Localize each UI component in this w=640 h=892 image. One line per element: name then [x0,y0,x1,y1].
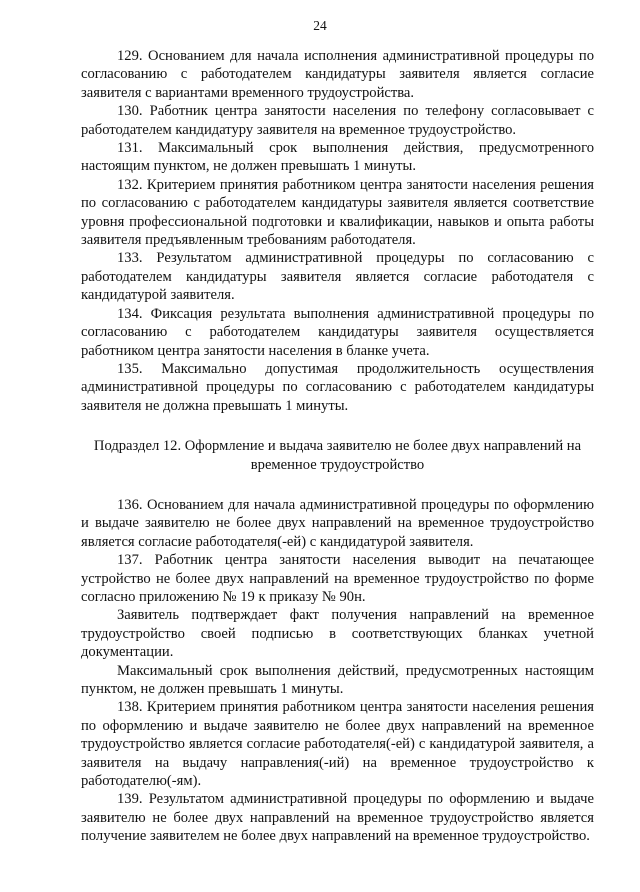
paragraph-135: 135. Максимально допустимая продолжительность осуществления административной процедуры по согласованию с работодателем кандидатуры заявителя не должна превышать 1 минуты. [81,360,594,414]
subsection-heading: Подраздел 12. Оформление и выдача заявителю не более двух направлений на временное трудоустройство [93,438,582,473]
paragraph-134: 134. Фиксация результата выполнения административной процедуры по согласованию с работодателем кандидатуры заявителя осуществляется работником центра занятости населения в бланке учета. [81,305,594,359]
spacer [81,415,594,437]
paragraph-129: 129. Основанием для начала исполнения административной процедуры по согласованию с работодателем кандидатуры заявителя является согласие заявителя с вариантами временного трудоустройства. [81,48,594,101]
paragraph-133: 133. Результатом административной процедуры по согласованию с работодателем кандидатуры заявителя является согласие работодателя с кандидатурой заявителя. [81,250,594,304]
spacer [81,474,594,496]
paragraph-139: 139. Результатом административной процедуры по оформлению и выдаче заявителю не более двух направлений на временное трудоустройство является получение заявителем не более двух направлений на временное трудоустройство. [81,791,594,845]
paragraph-137: 137. Работник центра занятости населения выводит на печатающее устройство не более двух направлений на временное трудоустройство по форме согласно приложению № 19 к приказу № 90н. [81,552,594,605]
paragraph-132: 132. Критерием принятия работником центра занятости населения решения по согласованию с работодателем кандидатуры заявителя является соответствие уровня профессиональной подготовки и квалификации, навыков и опыта работы заявителя предъявленным требованиям работодателя. [81,176,594,249]
paragraph-137-max-time: Максимальный срок выполнения действий, предусмотренных настоящим пунктом, не должен превышать 1 минуты. [81,662,594,697]
paragraph-136: 136. Основанием для начала административной процедуры по оформлению и выдаче заявителю не более двух направлений на временное трудоустройство является согласие работодателя(-ей) с кандидатурой заявителя. [81,496,594,550]
paragraph-137-confirmation: Заявитель подтверждает факт получения направлений на временное трудоустройство своей подписью в соответствующих бланках учетной документации. [81,607,594,661]
paragraph-131: 131. Максимальный срок выполнения действия, предусмотренного настоящим пунктом, не должен превышать 1 минуты. [81,140,594,175]
document-body [81,47,594,846]
page-number: 24 [313,18,327,33]
paragraph-138: 138. Критерием принятия работником центра занятости населения решения по оформлению и выдаче заявителю не более двух направлений на временное трудоустройство является согласие работодателя(-ей) с кандидатурой заявителя, а заявителя на выдачу направления(-ий) на временное трудоустройство к работодателю(-ям). [81,699,594,790]
paragraph-130: 130. Работник центра занятости населения по телефону согласовывает с работодателем кандидатуру заявителя на временное трудоустройство. [81,103,594,138]
